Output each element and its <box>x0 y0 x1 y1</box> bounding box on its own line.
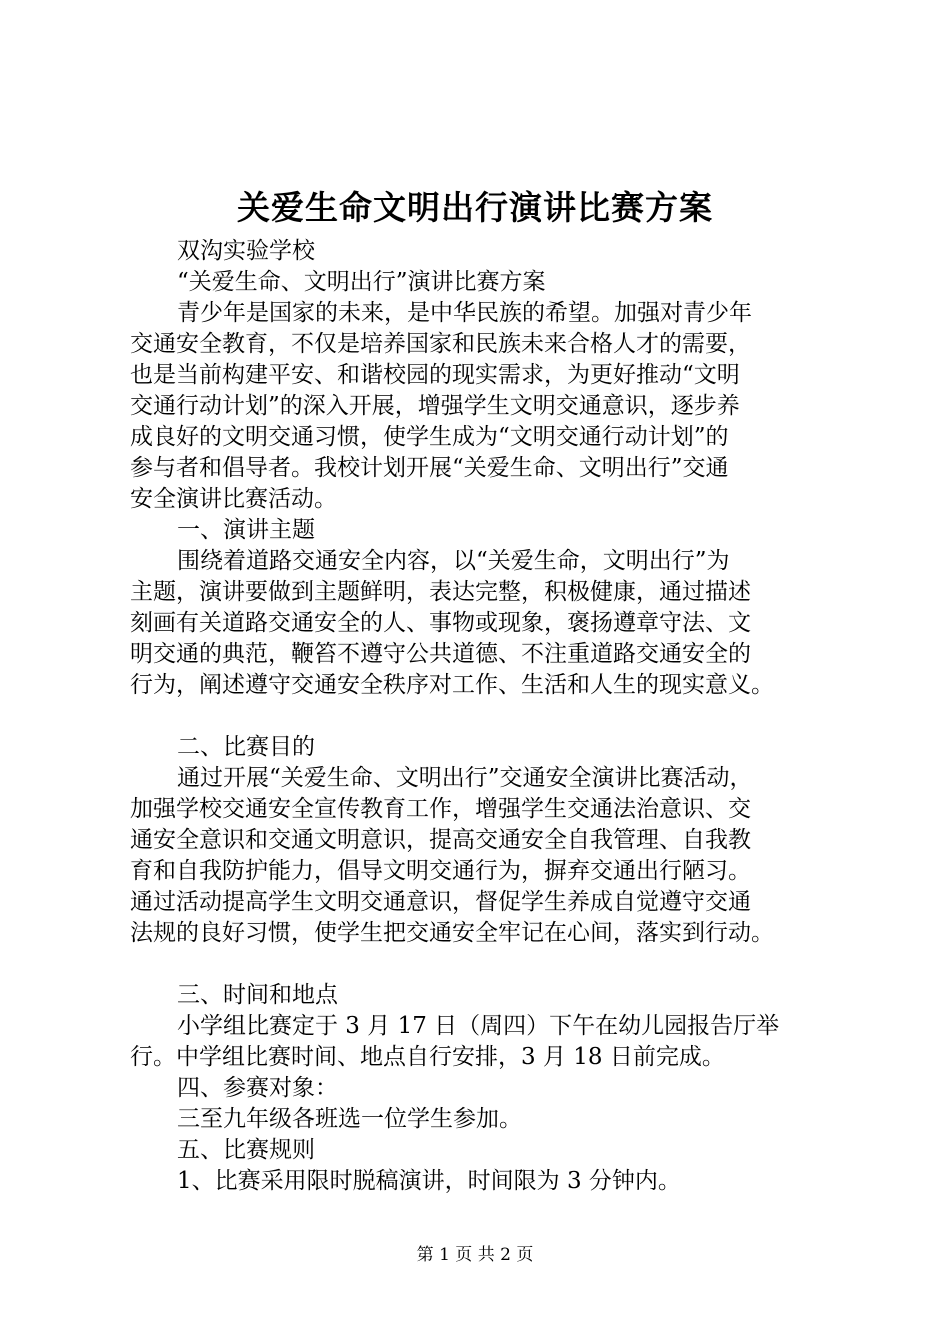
blank-line <box>130 701 838 732</box>
paragraph-line: 通过开展“关爱生命、文明出行”交通安全演讲比赛活动， <box>177 765 753 791</box>
paragraph-line: 法规的良好习惯，使学生把交通安全牢记在心间，落实到行动。 <box>130 920 774 946</box>
paragraph-line: 明交通的典范，鞭笞不遵守公共道德、不注重道路交通安全的 <box>130 641 751 667</box>
paragraph-line: 三、时间和地点 <box>177 982 338 1008</box>
page-title: 关爱生命文明出行演讲比赛方案 <box>237 188 713 227</box>
document-body <box>130 236 838 1197</box>
paragraph-line: 五、比赛规则 <box>177 1137 315 1163</box>
paragraph-line: 安全演讲比赛活动。 <box>130 486 337 512</box>
paragraph-line: 通过活动提高学生文明交通意识，督促学生养成自觉遵守交通 <box>130 889 751 915</box>
paragraph-line: 小学组比赛定于 3 月 17 日（周四）下午在幼儿园报告厅举 <box>177 1013 780 1039</box>
paragraph-line: 育和自我防护能力，倡导文明交通行为，摒弃交通出行陋习。 <box>130 858 751 884</box>
paragraph-line: 围绕着道路交通安全内容，以“关爱生命，文明出行”为 <box>177 548 730 574</box>
paragraph-line: 一、演讲主题 <box>177 517 315 543</box>
paragraph-line: 主题，演讲要做到主题鲜明，表达完整，积极健康，通过描述 <box>130 579 751 605</box>
paragraph-line: 行。中学组比赛时间、地点自行安排，3 月 18 日前完成。 <box>130 1044 725 1070</box>
paragraph-line: 通安全意识和交通文明意识，提高交通安全自我管理、自我教 <box>130 827 751 853</box>
paragraph-line: 也是当前构建平安、和谐校园的现实需求，为更好推动“文明 <box>130 362 740 388</box>
page-footer: 第 1 页 共 2 页 <box>416 1245 534 1265</box>
paragraph-line: 行为，阐述遵守交通安全秩序对工作、生活和人生的现实意义。 <box>130 672 774 698</box>
paragraph-line: 参与者和倡导者。我校计划开展“关爱生命、文明出行”交通 <box>130 455 729 481</box>
paragraph-line: 交通安全教育，不仅是培养国家和民族未来合格人才的需要， <box>130 331 751 357</box>
paragraph-line: 四、参赛对象： <box>177 1075 338 1101</box>
paragraph-line: 刻画有关道路交通安全的人、事物或现象，褒扬遵章守法、文 <box>130 610 751 636</box>
paragraph-line: 双沟实验学校 <box>177 238 315 264</box>
paragraph-line: 成良好的文明交通习惯，使学生成为“文明交通行动计划”的 <box>130 424 729 450</box>
paragraph-line: 1、比赛采用限时脱稿演讲，时间限为 3 分钟内。 <box>177 1168 681 1194</box>
paragraph-line: 交通行动计划”的深入开展，增强学生文明交通意识，逐步养 <box>130 393 740 419</box>
paragraph-line: 二、比赛目的 <box>177 734 315 760</box>
paragraph-line: 三至九年级各班选一位学生参加。 <box>177 1106 522 1132</box>
blank-line <box>130 949 838 980</box>
paragraph-line: 青少年是国家的未来，是中华民族的希望。加强对青少年 <box>177 300 752 326</box>
paragraph-line: 加强学校交通安全宣传教育工作，增强学生交通法治意识、交 <box>130 796 751 822</box>
paragraph-line: “关爱生命、文明出行”演讲比赛方案 <box>177 269 546 295</box>
